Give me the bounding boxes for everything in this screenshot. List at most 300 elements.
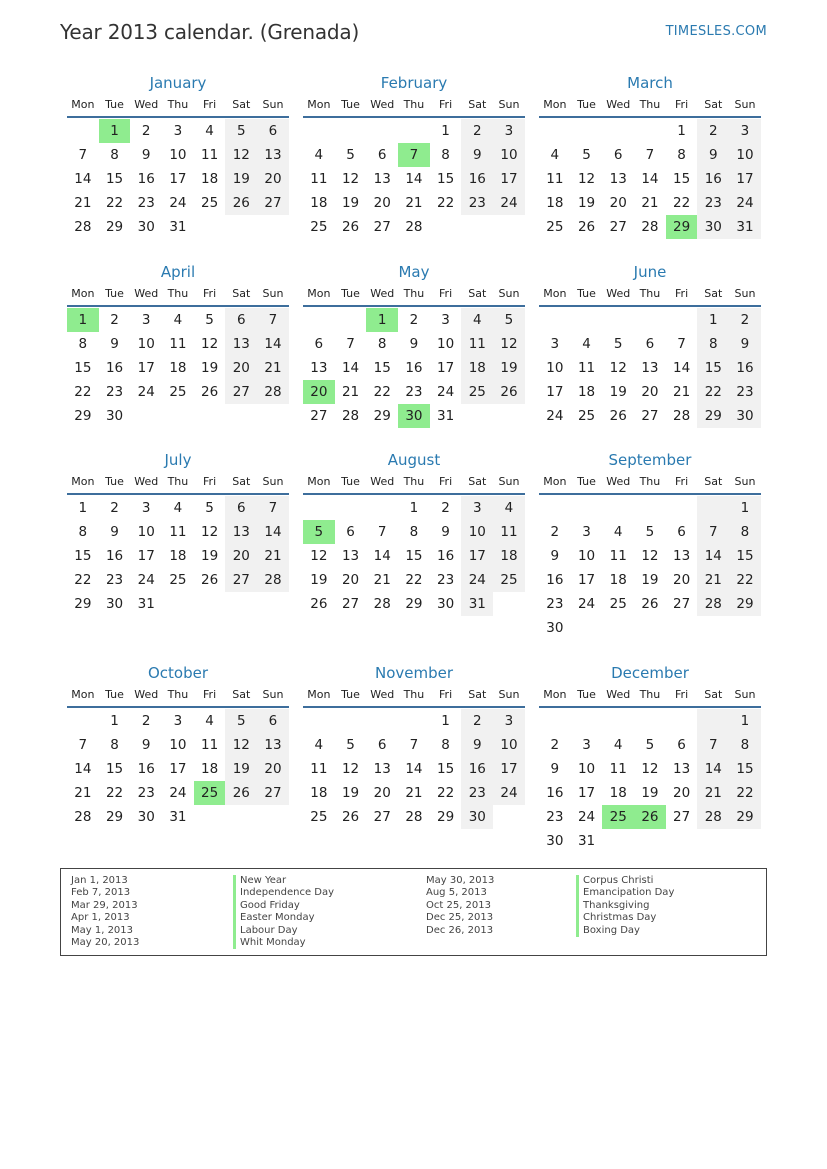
day-cell: 28 — [673, 408, 691, 424]
day-cell: 19 — [225, 757, 257, 781]
weekday-header — [303, 283, 525, 307]
empty-cell — [335, 308, 367, 332]
empty-cell — [461, 404, 493, 428]
day-cell: 6 — [225, 496, 257, 520]
day-cell: 12 — [577, 171, 596, 187]
day-cell: 19 — [225, 167, 257, 191]
day-cell: 14 — [697, 544, 729, 568]
month-name: June — [633, 263, 667, 281]
weekday-label: Thu — [167, 98, 189, 111]
day-cell: 22 — [105, 195, 124, 211]
day-cell: 6 — [257, 709, 289, 733]
day-cell: 20 — [641, 384, 659, 400]
weekday-label: Sun — [498, 98, 520, 111]
day-cell: 24 — [137, 572, 155, 588]
day-cell: 18 — [461, 356, 493, 380]
day-cell: 5 — [645, 737, 655, 753]
day-cell: 12 — [201, 524, 219, 540]
day-cell: 7 — [78, 147, 88, 163]
day-cell: 14 — [257, 520, 289, 544]
day-cell: 7 — [398, 143, 430, 167]
day-cell: 22 — [105, 785, 124, 801]
weekday-header — [539, 94, 761, 118]
weekday-label: Tue — [105, 688, 124, 701]
day-cell: 7 — [697, 520, 729, 544]
day-cell: 14 — [373, 548, 391, 564]
day-cell: 15 — [74, 548, 92, 564]
weekday-label: Sat — [232, 688, 251, 701]
day-cell: 9 — [461, 143, 493, 167]
day-cell: 23 — [437, 572, 455, 588]
day-cell: 20 — [341, 572, 360, 588]
day-cell: 11 — [310, 761, 328, 777]
day-grid — [303, 709, 525, 829]
day-cell: 22 — [74, 572, 92, 588]
day-cell: 24 — [461, 568, 493, 592]
day-cell: 14 — [257, 332, 289, 356]
day-cell: 1 — [409, 500, 419, 516]
empty-cell — [335, 119, 367, 143]
day-cell: 21 — [405, 785, 423, 801]
day-cell: 29 — [729, 805, 761, 829]
day-cell: 16 — [546, 785, 564, 801]
day-cell: 10 — [493, 143, 525, 167]
day-cell: 18 — [609, 785, 627, 801]
day-cell: 8 — [697, 332, 729, 356]
day-cell: 3 — [441, 312, 450, 328]
weekday-label: Fri — [203, 688, 217, 701]
day-cell: 18 — [310, 785, 328, 801]
day-cell: 22 — [697, 380, 729, 404]
weekday-label: Mon — [307, 98, 331, 111]
day-cell: 8 — [78, 524, 88, 540]
day-cell: 26 — [609, 408, 627, 424]
weekday-label: Fri — [439, 475, 453, 488]
day-cell: 11 — [201, 147, 219, 163]
day-cell: 20 — [609, 195, 627, 211]
day-cell: 19 — [341, 195, 360, 211]
day-grid — [303, 119, 525, 239]
day-cell: 2 — [550, 737, 560, 753]
weekday-label: Mon — [543, 287, 567, 300]
day-cell: 26 — [225, 781, 257, 805]
site-link[interactable]: TIMESLES.COM — [665, 24, 767, 39]
weekday-label: Mon — [71, 688, 95, 701]
day-cell: 22 — [729, 568, 761, 592]
day-cell: 21 — [641, 195, 659, 211]
day-cell: 9 — [441, 524, 450, 540]
day-cell: 16 — [105, 360, 124, 376]
weekday-label: Mon — [307, 688, 331, 701]
weekday-label: Mon — [71, 287, 95, 300]
empty-cell — [539, 119, 571, 143]
weekday-label: Wed — [606, 98, 631, 111]
day-cell: 8 — [677, 147, 686, 163]
day-cell: 20 — [373, 195, 391, 211]
empty-cell — [666, 829, 698, 853]
day-cell: 7 — [645, 147, 655, 163]
day-cell: 26 — [310, 596, 328, 612]
day-cell: 8 — [729, 520, 761, 544]
weekday-label: Wed — [134, 287, 159, 300]
day-cell: 3 — [141, 312, 151, 328]
day-cell: 19 — [641, 785, 659, 801]
day-cell: 12 — [201, 336, 219, 352]
month-name: November — [374, 664, 454, 682]
day-cell: 15 — [729, 544, 761, 568]
day-cell: 16 — [461, 757, 493, 781]
weekday-header — [539, 471, 761, 495]
day-cell: 20 — [673, 572, 691, 588]
day-cell: 1 — [99, 119, 131, 143]
weekday-label: Sun — [734, 287, 756, 300]
day-cell: 12 — [225, 733, 257, 757]
day-cell: 25 — [201, 195, 219, 211]
day-cell: 19 — [641, 572, 659, 588]
day-cell: 12 — [641, 548, 659, 564]
weekday-label: Tue — [105, 287, 124, 300]
day-cell: 3 — [173, 713, 183, 729]
day-grid — [539, 308, 761, 428]
day-cell: 30 — [461, 805, 493, 829]
legend-entry: Thanksgiving — [576, 900, 674, 912]
day-cell: 3 — [141, 500, 151, 516]
day-cell: 17 — [729, 167, 761, 191]
day-cell: 19 — [341, 785, 360, 801]
day-cell: 11 — [609, 548, 627, 564]
day-grid — [67, 709, 289, 829]
holiday-legend — [60, 868, 767, 956]
day-cell: 10 — [577, 548, 596, 564]
day-cell: 22 — [74, 384, 92, 400]
legend-entry: Labour Day — [233, 925, 334, 937]
day-cell: 27 — [673, 596, 691, 612]
day-cell: 12 — [493, 332, 525, 356]
day-cell: 24 — [493, 781, 525, 805]
day-cell: 2 — [110, 312, 119, 328]
empty-cell — [697, 496, 729, 520]
day-cell: 19 — [201, 360, 219, 376]
day-cell: 8 — [729, 733, 761, 757]
day-cell: 20 — [257, 757, 289, 781]
day-cell: 24 — [577, 596, 596, 612]
day-cell: 25 — [169, 384, 187, 400]
empty-cell — [602, 709, 634, 733]
day-cell: 1 — [441, 123, 450, 139]
day-cell: 31 — [729, 215, 761, 239]
day-cell: 31 — [461, 592, 493, 616]
day-cell: 11 — [169, 336, 187, 352]
legend-entry: Apr 1, 2013 — [71, 912, 130, 924]
month-june — [539, 261, 761, 428]
day-cell: 16 — [546, 572, 564, 588]
empty-cell — [303, 308, 335, 332]
day-cell: 5 — [346, 147, 355, 163]
weekday-label: Thu — [639, 475, 661, 488]
empty-cell — [602, 496, 634, 520]
day-cell: 11 — [461, 332, 493, 356]
day-cell: 21 — [373, 572, 391, 588]
empty-cell — [493, 404, 525, 428]
empty-cell — [602, 308, 634, 332]
weekday-label: Sun — [498, 287, 520, 300]
legend-names-right — [576, 875, 674, 937]
day-cell: 29 — [105, 809, 124, 825]
empty-cell — [666, 496, 698, 520]
month-name: April — [160, 263, 196, 281]
day-cell: 10 — [137, 336, 155, 352]
day-cell: 3 — [461, 496, 493, 520]
empty-cell — [366, 119, 398, 143]
day-cell: 26 — [201, 384, 219, 400]
day-cell: 1 — [697, 308, 729, 332]
day-cell: 28 — [257, 380, 289, 404]
day-cell: 8 — [110, 147, 119, 163]
day-cell: 10 — [437, 336, 455, 352]
day-cell: 17 — [461, 544, 493, 568]
day-cell: 9 — [110, 524, 119, 540]
day-cell: 15 — [105, 171, 124, 187]
day-cell: 5 — [205, 500, 214, 516]
day-cell: 21 — [74, 785, 92, 801]
empty-cell — [729, 829, 761, 853]
weekday-label: Wed — [370, 475, 395, 488]
day-cell: 30 — [546, 833, 564, 849]
legend-entry: Emancipation Day — [576, 887, 674, 899]
legend-entry: Good Friday — [233, 900, 334, 912]
empty-cell — [194, 404, 226, 428]
day-cell: 27 — [373, 219, 391, 235]
weekday-label: Tue — [577, 688, 596, 701]
legend-entry: Christmas Day — [576, 912, 674, 924]
day-cell: 11 — [609, 761, 627, 777]
day-cell: 25 — [461, 380, 493, 404]
day-cell: 24 — [137, 384, 155, 400]
day-cell: 23 — [105, 572, 124, 588]
empty-cell — [697, 616, 729, 640]
weekday-label: Tue — [341, 98, 360, 111]
empty-cell — [634, 308, 666, 332]
day-cell: 15 — [373, 360, 391, 376]
day-cell: 5 — [582, 147, 591, 163]
legend-entry: Dec 25, 2013 — [426, 912, 494, 924]
day-cell: 27 — [225, 568, 257, 592]
legend-entry: Corpus Christi — [576, 875, 674, 887]
day-cell: 9 — [141, 147, 151, 163]
day-cell: 28 — [341, 408, 360, 424]
weekday-label: Fri — [203, 98, 217, 111]
day-cell: 10 — [461, 520, 493, 544]
day-cell: 5 — [613, 336, 623, 352]
day-cell: 7 — [377, 524, 387, 540]
day-cell: 13 — [257, 143, 289, 167]
day-cell: 21 — [697, 568, 729, 592]
empty-cell — [493, 592, 525, 616]
day-cell: 1 — [677, 123, 686, 139]
month-february — [303, 72, 525, 239]
day-cell: 23 — [546, 809, 564, 825]
weekday-label: Wed — [134, 688, 159, 701]
day-cell: 15 — [437, 171, 455, 187]
weekday-header — [303, 471, 525, 495]
day-cell: 28 — [74, 219, 92, 235]
day-cell: 2 — [141, 123, 151, 139]
weekday-header — [539, 684, 761, 708]
day-cell: 27 — [641, 408, 659, 424]
day-cell: 25 — [546, 219, 564, 235]
day-cell: 25 — [310, 219, 328, 235]
day-cell: 6 — [645, 336, 655, 352]
day-cell: 18 — [310, 195, 328, 211]
day-cell: 7 — [78, 737, 88, 753]
empty-cell — [571, 119, 603, 143]
weekday-label: Fri — [439, 287, 453, 300]
month-april — [67, 261, 289, 428]
day-cell: 19 — [310, 572, 328, 588]
weekday-label: Thu — [403, 688, 425, 701]
weekday-label: Fri — [675, 287, 689, 300]
day-cell: 17 — [577, 785, 596, 801]
day-cell: 6 — [377, 737, 387, 753]
empty-cell — [539, 496, 571, 520]
weekday-label: Tue — [577, 287, 596, 300]
day-cell: 4 — [613, 737, 623, 753]
empty-cell — [634, 616, 666, 640]
day-grid — [303, 496, 525, 616]
day-cell: 25 — [602, 805, 634, 829]
weekday-label: Fri — [675, 475, 689, 488]
month-august — [303, 449, 525, 616]
day-cell: 20 — [225, 356, 257, 380]
weekday-label: Wed — [134, 475, 159, 488]
day-cell: 13 — [225, 332, 257, 356]
day-cell: 3 — [550, 336, 560, 352]
day-cell: 2 — [729, 308, 761, 332]
day-cell: 18 — [201, 171, 219, 187]
weekday-label: Thu — [167, 688, 189, 701]
day-cell: 25 — [609, 596, 627, 612]
day-cell: 9 — [550, 548, 560, 564]
day-cell: 4 — [582, 336, 591, 352]
month-may — [303, 261, 525, 428]
legend-entry: Dec 26, 2013 — [426, 924, 494, 936]
day-cell: 10 — [169, 737, 187, 753]
weekday-label: Fri — [203, 475, 217, 488]
day-cell: 14 — [641, 171, 659, 187]
weekday-label: Sun — [734, 98, 756, 111]
weekday-label: Sun — [734, 688, 756, 701]
day-cell: 29 — [729, 592, 761, 616]
day-cell: 24 — [169, 785, 187, 801]
weekday-label: Sun — [734, 475, 756, 488]
day-grid — [303, 308, 525, 428]
day-cell: 4 — [205, 123, 214, 139]
day-cell: 9 — [409, 336, 419, 352]
day-cell: 17 — [137, 360, 155, 376]
legend-entry: Boxing Day — [576, 925, 674, 937]
day-cell: 13 — [373, 171, 391, 187]
weekday-label: Sat — [468, 688, 487, 701]
day-cell: 26 — [201, 572, 219, 588]
day-cell: 13 — [641, 360, 659, 376]
day-cell: 5 — [225, 709, 257, 733]
weekday-label: Sat — [232, 98, 251, 111]
weekday-header — [67, 684, 289, 708]
day-cell: 1 — [110, 713, 119, 729]
day-cell: 5 — [225, 119, 257, 143]
weekday-label: Wed — [370, 688, 395, 701]
weekday-label: Fri — [203, 287, 217, 300]
day-cell: 14 — [673, 360, 691, 376]
day-cell: 10 — [137, 524, 155, 540]
day-cell: 15 — [697, 356, 729, 380]
day-cell: 13 — [673, 548, 691, 564]
empty-cell — [602, 829, 634, 853]
weekday-header — [67, 283, 289, 307]
weekday-label: Mon — [543, 98, 567, 111]
empty-cell — [602, 616, 634, 640]
empty-cell — [697, 829, 729, 853]
empty-cell — [67, 709, 99, 733]
day-cell: 12 — [641, 761, 659, 777]
weekday-header — [303, 94, 525, 118]
weekday-label: Mon — [543, 688, 567, 701]
day-cell: 9 — [461, 733, 493, 757]
weekday-label: Sat — [704, 688, 723, 701]
day-cell: 8 — [441, 147, 450, 163]
day-cell: 2 — [461, 709, 493, 733]
day-cell: 16 — [105, 548, 124, 564]
empty-cell — [493, 215, 525, 239]
day-cell: 23 — [105, 384, 124, 400]
empty-cell — [194, 805, 226, 829]
day-cell: 23 — [137, 195, 155, 211]
day-cell: 18 — [546, 195, 564, 211]
empty-cell — [398, 709, 430, 733]
day-cell: 4 — [173, 500, 183, 516]
empty-cell — [130, 404, 162, 428]
day-cell: 25 — [493, 568, 525, 592]
empty-cell — [666, 308, 698, 332]
empty-cell — [666, 709, 698, 733]
day-cell: 24 — [169, 195, 187, 211]
day-cell: 2 — [550, 524, 560, 540]
day-cell: 25 — [577, 408, 596, 424]
day-cell: 28 — [697, 592, 729, 616]
day-cell: 31 — [169, 219, 187, 235]
day-cell: 11 — [546, 171, 564, 187]
day-cell: 11 — [169, 524, 187, 540]
day-cell: 2 — [409, 312, 419, 328]
day-cell: 7 — [257, 308, 289, 332]
day-cell: 4 — [613, 524, 623, 540]
day-cell: 30 — [697, 215, 729, 239]
weekday-label: Thu — [403, 98, 425, 111]
weekday-label: Wed — [134, 98, 159, 111]
weekday-label: Sat — [468, 475, 487, 488]
day-cell: 9 — [141, 737, 151, 753]
day-cell: 23 — [546, 596, 564, 612]
day-cell: 30 — [729, 404, 761, 428]
weekday-label: Sun — [498, 688, 520, 701]
weekday-label: Tue — [341, 475, 360, 488]
day-cell: 7 — [257, 496, 289, 520]
day-cell: 26 — [577, 219, 596, 235]
day-cell: 5 — [493, 308, 525, 332]
weekday-label: Thu — [167, 287, 189, 300]
day-cell: 10 — [577, 761, 596, 777]
day-cell: 18 — [201, 761, 219, 777]
